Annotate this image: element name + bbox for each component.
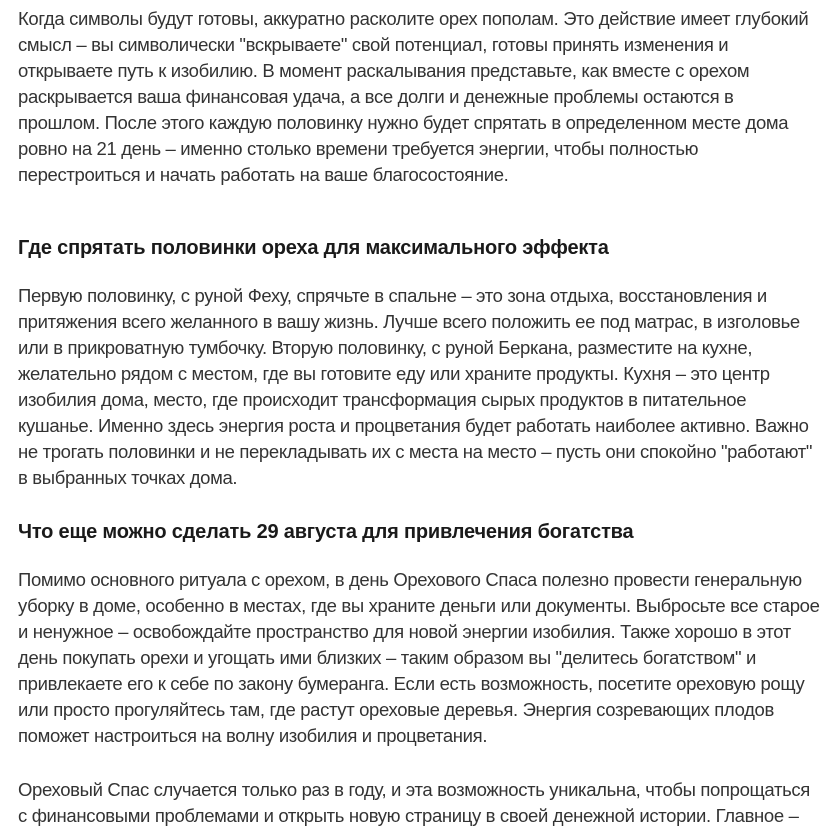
section-heading-what-else-august-29: Что еще можно сделать 29 августа для привлечения богатства	[18, 521, 634, 543]
paragraph-additional-rituals: Помимо основного ритуала с орехом, в день Орехового Спаса полезно провести генеральную уборку в доме, особенно в местах, где вы храните деньги или документы. Выбросьте все старое и ненужное – освобождайте пространство для новой энергии изобилия. Также хорошо в этот день покупать орехи и угощать ими близких – таким образом вы "делитесь богатством" и привлекаете его к себе по закону бумеранга. Если есть возможность, посетите ореховую рощу или просто прогуляйтесь там, где растут ореховые деревья. Энергия созревающих плодов поможет настроиться на волну изобилия и процветания.	[18, 569, 820, 746]
section-heading-where-to-hide-halves: Где спрятать половинки ореха для максимального эффекта	[18, 237, 609, 259]
paragraph-hiding-places: Первую половинку, с руной Феху, спрячьте в спальне – это зона отдыха, восстановления и притяжения всего желанного в вашу жизнь. Лучше всего положить ее под матрас, в изголовье или в прикроватную тумбочку. Вторую половинку, с руной Беркана, разместите на кухне, желательно рядом с местом, где вы готовите еду или храните продукты. Кухня – это центр изобилия дома, место, где происходит трансформация сырых продуктов в питательное кушанье. Именно здесь энергия роста и процветания будет работать наиболее активно. Важно не трогать половинки и не перекладывать их с места на место – пусть они спокойно "работают" в выбранных точках дома.	[18, 285, 813, 488]
paragraph-closing-once-a-year: Ореховый Спас случается только раз в году, и эта возможность уникальна, чтобы попрощаться с финансовыми проблемами и открыть новую страницу в своей денежной истории. Главное –	[18, 779, 810, 826]
paragraph-ritual-split-nut: Когда символы будут готовы, аккуратно расколите орех пополам. Это действие имеет глубокий смысл – вы символически "вскрываете" свой потенциал, готовы принять изменения и открываете путь к изобилию. В момент раскалывания представьте, как вместе с орехом раскрывается ваша финансовая удача, а все долги и денежные проблемы остаются в прошлом. После этого каждую половинку нужно будет спрятать в определенном месте дома ровно на 21 день – именно столько времени требуется энергии, чтобы полностью перестроиться и начать работать на ваше благосостояние.	[18, 8, 809, 185]
